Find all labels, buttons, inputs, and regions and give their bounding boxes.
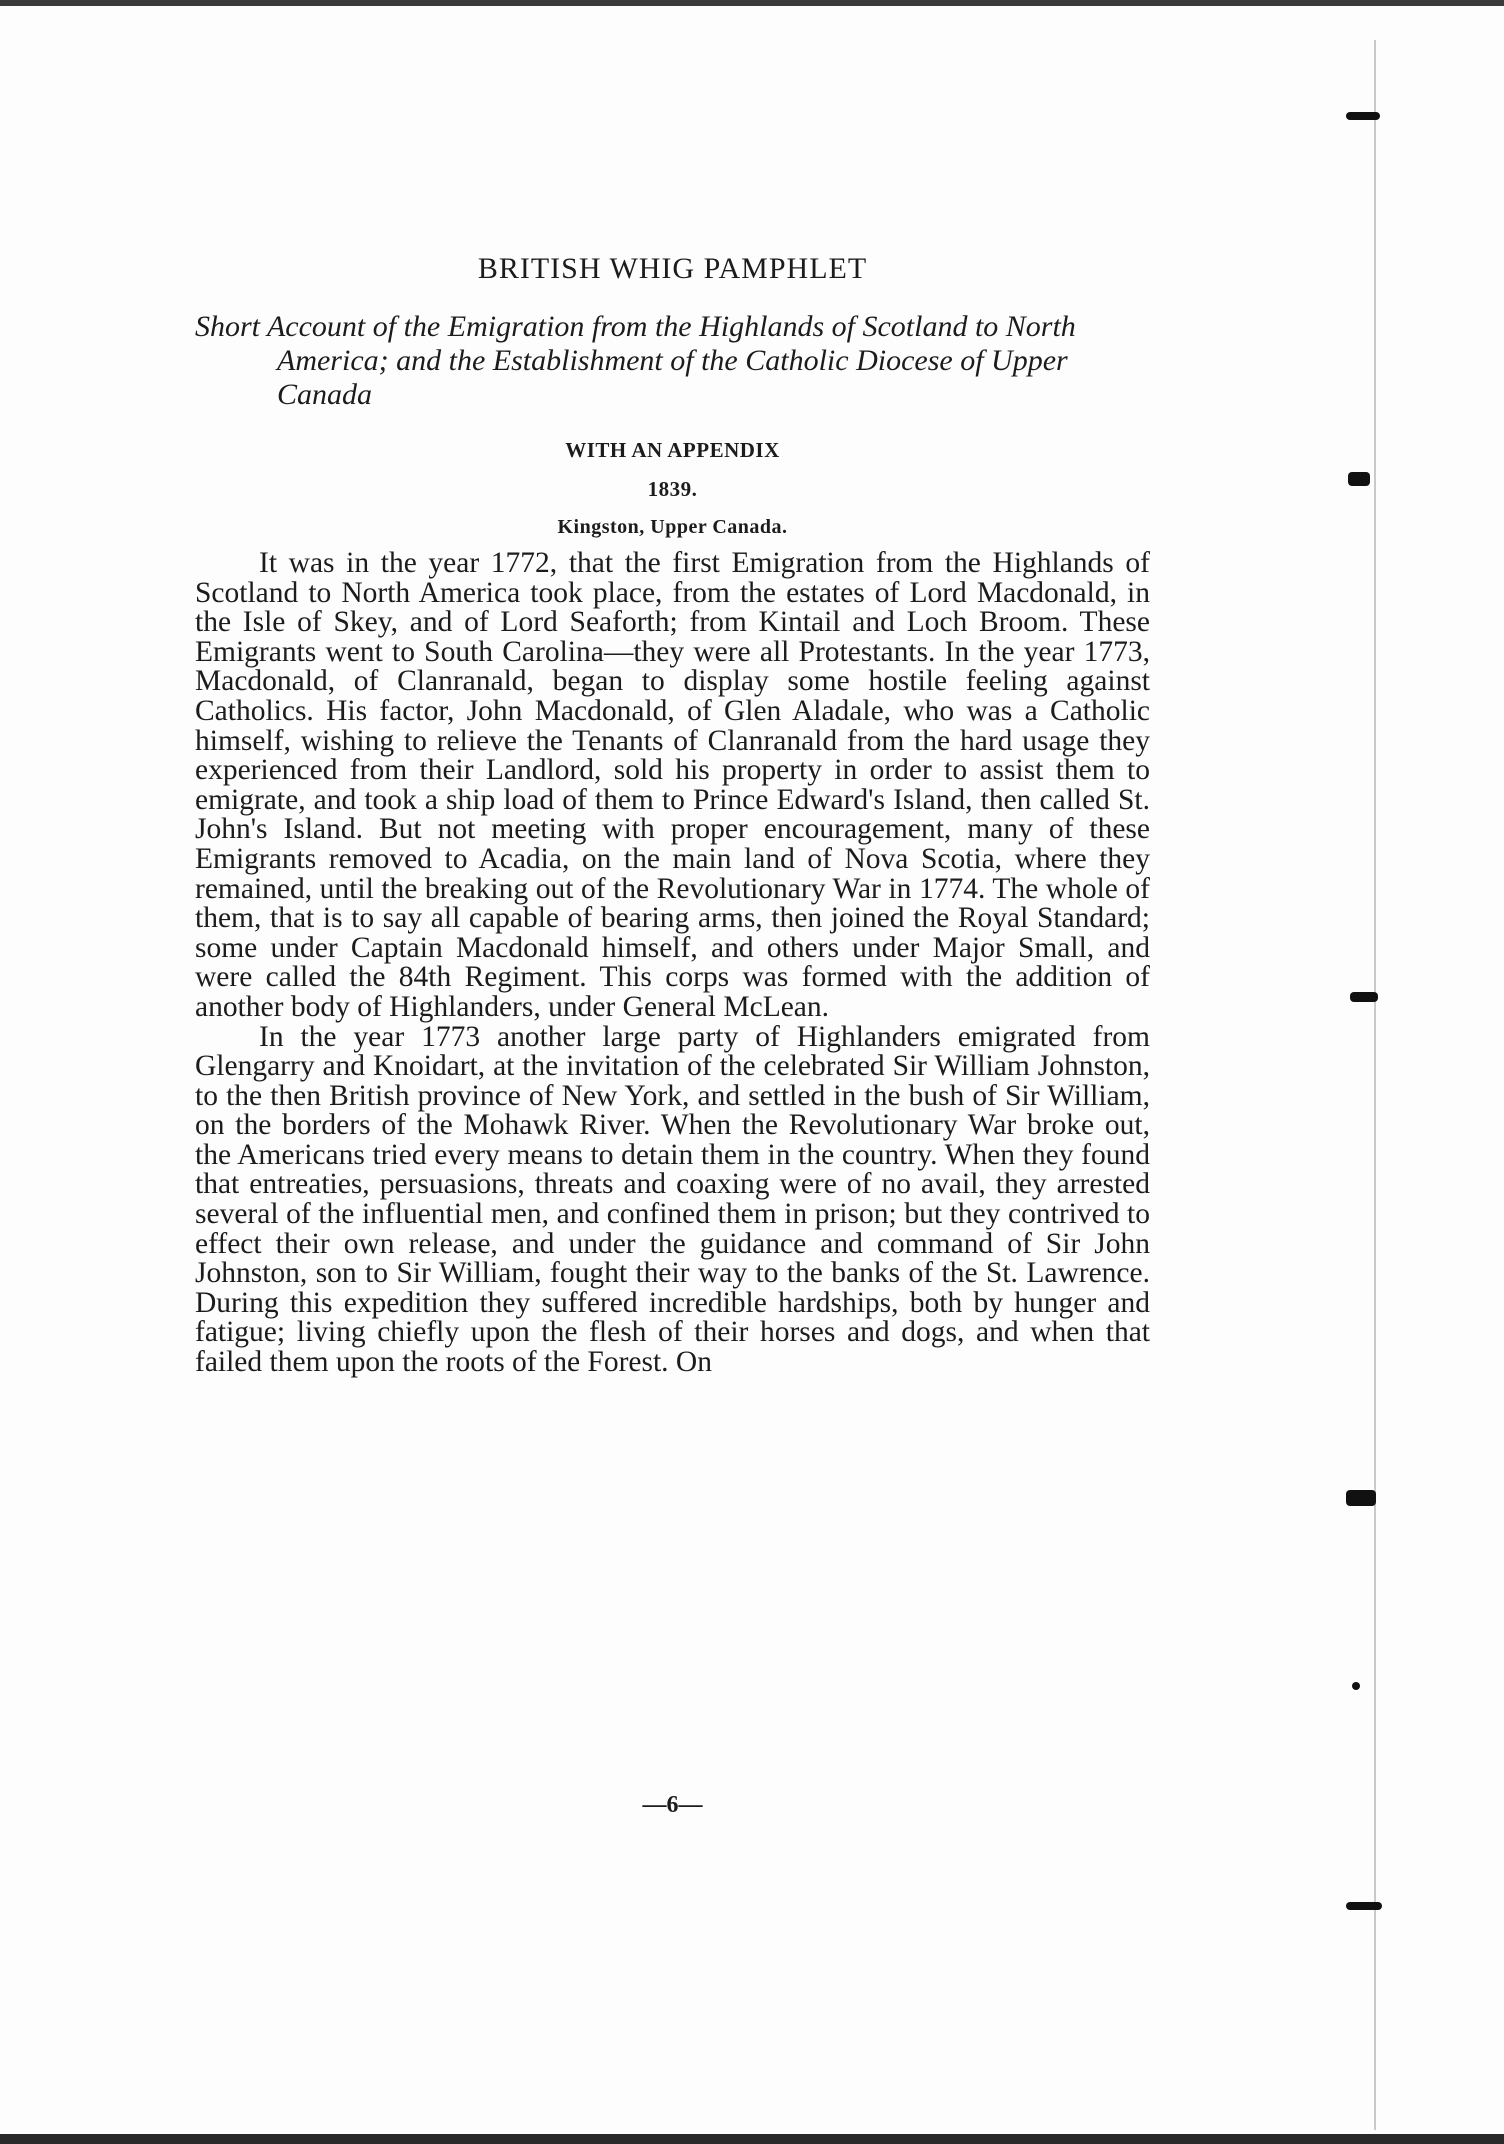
binding-staple-mark [1352, 1682, 1360, 1690]
binding-staple-mark [1346, 1490, 1376, 1506]
binding-staple-mark [1346, 112, 1380, 120]
binding-staple-mark [1346, 1902, 1382, 1910]
page-top-edge [0, 0, 1504, 6]
binding-staple-mark [1350, 992, 1378, 1002]
page-bottom-edge [0, 2134, 1504, 2144]
appendix-note: WITH AN APPENDIX [565, 438, 780, 462]
pamphlet-title: BRITISH WHIG PAMPHLET [477, 252, 868, 285]
publication-year: 1839. [647, 477, 698, 501]
body-paragraph: In the year 1773 another large party of Highlanders emigrated from Glengarry and Knoidart, at the invitation of the celebrated Sir William Johnston, to the then British province of New York, and settled in the bush of Sir William, on the borders of the Mohawk River. When the Revolutionary War broke out, the Americans tried every means to detain them in the country. When they found that entreaties, persuasions, threats and coaxing were of no avail, they arrested several of the influential men, and confined them in prison; but they contrived to effect their own release, and under the guidance and command of Sir John Johnston, son to Sir William, fought their way to the banks of the St. Lawrence. During this expedition they suffered incredible hardships, both by hunger and fatigue; living chiefly upon the flesh of their horses and dogs, and when that failed them upon the roots of the Forest. On [195, 1020, 1150, 1379]
binding-staple-mark [1348, 472, 1370, 486]
page-number: —6— [642, 1792, 703, 1818]
page-body [195, 252, 1150, 1378]
publication-place: Kingston, Upper Canada. [557, 516, 788, 538]
pamphlet-subtitle: Short Account of the Emigration from the Highlands of Scotland to North America; and the Establishment of the Catholic Diocese of Upper Canada [195, 310, 1076, 411]
body-paragraph: It was in the year 1772, that the first Emigration from the Highlands of Scotland to North America took place, from the estates of Lord Macdonald, in the Isle of Skey, and of Lord Seaforth; from Kintail and Loch Broom. These Emigrants went to South Carolina—they were all Protestants. In the year 1773, Macdonald, of Clanranald, began to display some hostile feeling against Catholics. His factor, John Macdonald, of Glen Aladale, who was a Catholic himself, wishing to relieve the Tenants of Clanranald from the hard usage they experienced from their Landlord, sold his property in order to assist them to emigrate, and took a ship load of them to Prince Edward's Island, then called St. John's Island. But not meeting with proper encouragement, many of these Emigrants removed to Acadia, on the main land of Nova Scotia, where they remained, until the breaking out of the Revolutionary War in 1774. The whole of them, that is to say all capable of bearing arms, then joined the Royal Standard; some under Captain Macdonald himself, and others under Major Small, and were called the 84th Regiment. This corps was formed with the addition of another body of Highlanders, under General McLean. [195, 547, 1150, 1023]
binding-spine-line [1374, 40, 1376, 2130]
